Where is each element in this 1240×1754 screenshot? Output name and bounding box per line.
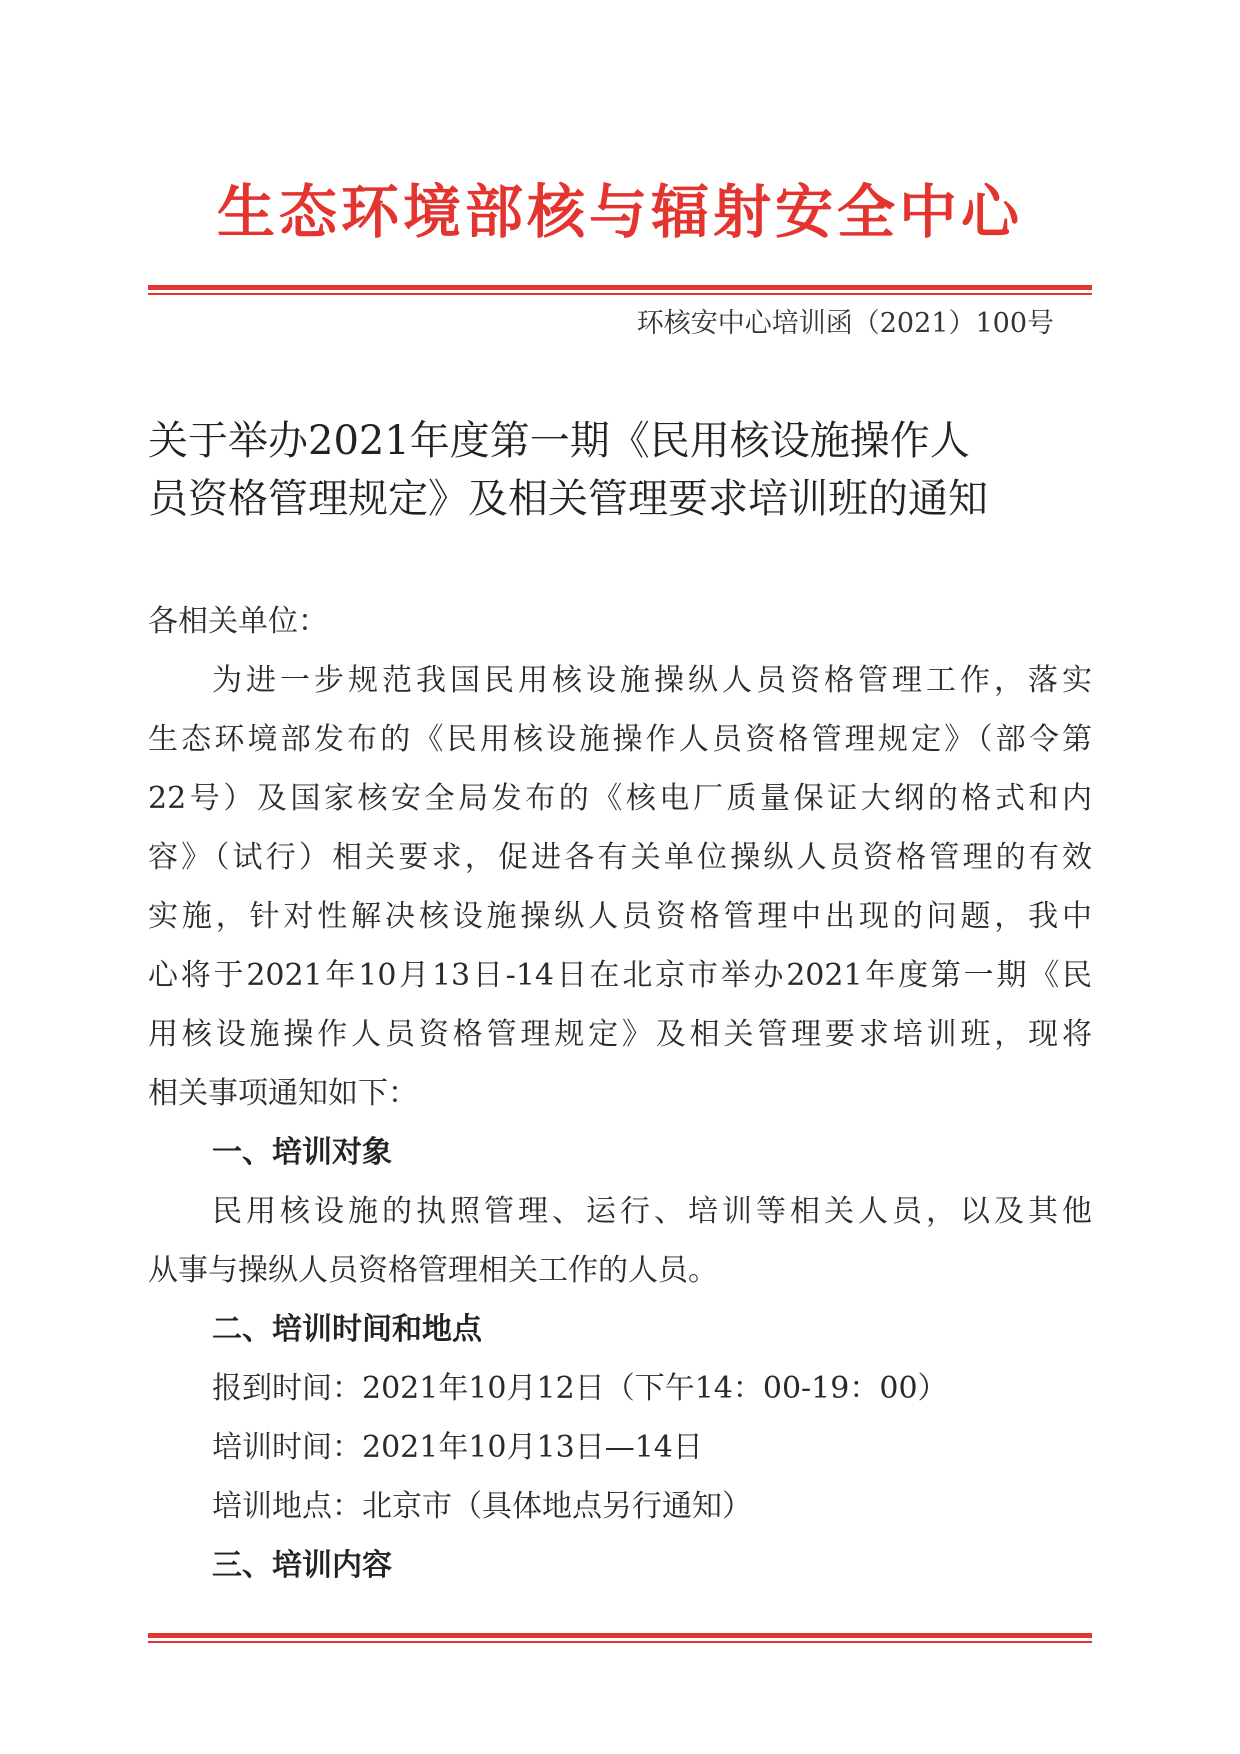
title-line-1: 关于举办2021年度第一期《民用核设施操作人	[148, 418, 970, 464]
intro-line: 用核设施操作人员资格管理规定》及相关管理要求培训班，现将	[148, 1017, 1092, 1052]
rule-thin-line	[148, 293, 1092, 295]
document-number: 环核安中心培训函（2021）100号	[636, 308, 1054, 339]
section1-line: 从事与操纵人员资格管理相关工作的人员。	[148, 1253, 718, 1288]
intro-line: 为进一步规范我国民用核设施操纵人员资格管理工作，落实	[212, 663, 1092, 698]
salutation: 各相关单位：	[148, 604, 328, 639]
letterhead-top-rule	[148, 285, 1092, 295]
document-title	[148, 412, 1092, 528]
checkin-time: 报到时间：2021年10月12日（下午14：00-19：00）	[212, 1371, 948, 1406]
intro-line: 心将于2021年10月13日-14日在北京市举办2021年度第一期《民	[148, 958, 1092, 993]
rule-thin-line	[148, 1641, 1092, 1643]
rule-thick-line	[148, 1633, 1092, 1638]
intro-line: 容》（试行）相关要求，促进各有关单位操纵人员资格管理的有效	[148, 840, 1092, 875]
section1-line: 民用核设施的执照管理、运行、培训等相关人员，以及其他	[212, 1194, 1092, 1229]
intro-line: 22号）及国家核安全局发布的《核电厂质量保证大纲的格式和内	[148, 781, 1092, 816]
section-heading-time-place: 二、培训时间和地点	[212, 1312, 482, 1347]
training-place: 培训地点：北京市（具体地点另行通知）	[212, 1489, 752, 1524]
section-heading-trainees: 一、培训对象	[212, 1135, 392, 1170]
footer-rule	[148, 1633, 1092, 1643]
intro-line: 相关事项通知如下：	[148, 1076, 418, 1111]
training-time: 培训时间：2021年10月13日—14日	[212, 1430, 703, 1465]
letterhead-org-name: 生态环境部核与辐射安全中心	[216, 178, 1023, 246]
intro-line: 实施，针对性解决核设施操纵人员资格管理中出现的问题，我中	[148, 899, 1092, 934]
title-line-2: 员资格管理规定》及相关管理要求培训班的通知	[148, 476, 988, 522]
intro-line: 生态环境部发布的《民用核设施操作人员资格管理规定》（部令第	[148, 722, 1092, 757]
document-body	[148, 592, 1092, 1595]
section-heading-content: 三、培训内容	[212, 1548, 392, 1583]
rule-thick-line	[148, 285, 1092, 290]
